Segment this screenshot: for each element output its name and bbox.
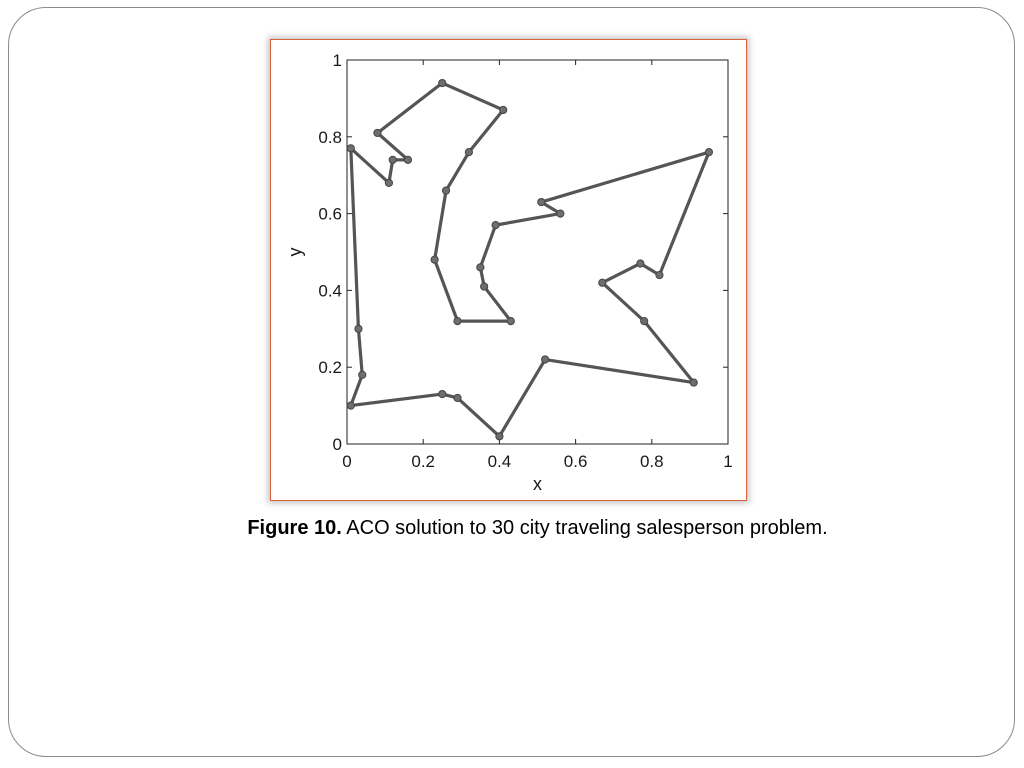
- city-point: [359, 371, 366, 378]
- route-segment: [480, 225, 495, 267]
- route-segment: [351, 394, 442, 406]
- route-segment: [435, 191, 446, 260]
- tsp-chart: [271, 40, 748, 502]
- y-tick-label: 0.8: [318, 127, 342, 147]
- x-tick-label: 1: [723, 452, 733, 471]
- city-point: [637, 260, 644, 267]
- tick-labels: [318, 51, 732, 471]
- route-segment: [442, 83, 503, 110]
- city-point: [481, 283, 488, 290]
- plot-box: [347, 60, 728, 444]
- route-segment: [351, 148, 359, 328]
- city-point: [385, 179, 392, 186]
- figure-frame: [270, 39, 747, 501]
- city-point: [507, 318, 514, 325]
- y-axis-label: y: [285, 247, 305, 257]
- route-segment: [457, 398, 499, 436]
- route-segment: [435, 260, 458, 321]
- city-point: [454, 318, 461, 325]
- caption-label: Figure 10.: [247, 517, 342, 539]
- city-point: [477, 264, 484, 271]
- city-point: [500, 106, 507, 113]
- route-segment: [496, 214, 561, 226]
- city-point: [355, 325, 362, 332]
- x-tick-label: 0.6: [563, 452, 588, 471]
- route-segment: [602, 283, 644, 321]
- route-segment: [659, 152, 709, 275]
- y-tick-label: 0.4: [318, 281, 342, 301]
- city-point: [347, 145, 354, 152]
- y-tick-label: 0: [332, 435, 342, 454]
- route-segment: [545, 360, 694, 383]
- city-point: [599, 279, 606, 286]
- x-axis-label: x: [533, 474, 542, 494]
- route-segment: [602, 264, 640, 283]
- x-tick-label: 0.2: [411, 452, 436, 471]
- y-tick-label: 0.2: [318, 358, 342, 378]
- route-segment: [446, 152, 469, 190]
- route-segment: [484, 287, 511, 322]
- y-tick-label: 1: [332, 51, 342, 70]
- route-segment: [377, 83, 442, 133]
- city-point: [374, 129, 381, 136]
- route-segment: [499, 360, 545, 437]
- route-segment: [469, 110, 503, 152]
- route-segment: [351, 375, 362, 406]
- city-point: [538, 198, 545, 205]
- city-point: [542, 356, 549, 363]
- route-layer: [351, 83, 709, 436]
- city-point: [641, 318, 648, 325]
- y-tick-label: 0.6: [318, 204, 342, 224]
- route-segment: [541, 152, 709, 202]
- city-point: [557, 210, 564, 217]
- city-point: [389, 156, 396, 163]
- city-point: [347, 402, 354, 409]
- city-point: [492, 222, 499, 229]
- city-point: [496, 433, 503, 440]
- city-point: [431, 256, 438, 263]
- axes: [347, 60, 728, 444]
- caption-text: ACO solution to 30 city traveling salesperson problem.: [341, 517, 828, 539]
- route-segment: [351, 148, 389, 183]
- city-point: [439, 390, 446, 397]
- route-segment: [358, 329, 362, 375]
- x-tick-label: 0.8: [639, 452, 664, 471]
- city-point: [465, 149, 472, 156]
- city-point: [690, 379, 697, 386]
- city-point: [656, 271, 663, 278]
- city-point: [705, 149, 712, 156]
- x-tick-label: 0.4: [487, 452, 512, 471]
- figure-caption: [0, 517, 1024, 540]
- city-point: [404, 156, 411, 163]
- route-segment: [644, 321, 694, 382]
- city-point: [442, 187, 449, 194]
- city-point: [439, 79, 446, 86]
- city-point: [454, 394, 461, 401]
- x-tick-label: 0: [342, 452, 352, 471]
